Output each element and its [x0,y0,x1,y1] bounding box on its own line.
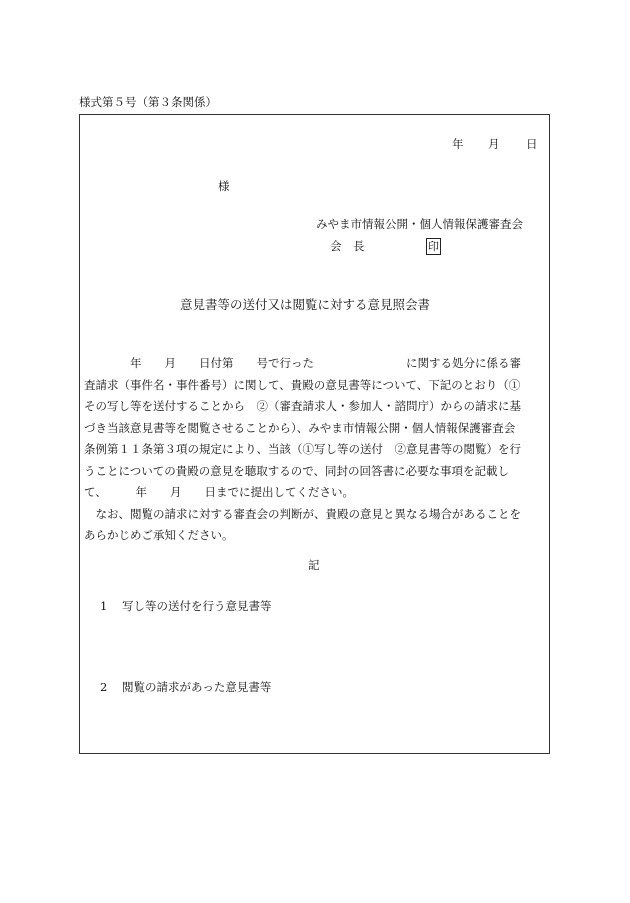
body-line: その写し等を送付することから ②（審査請求人・参加人・諮問庁）からの請求に基 [84,399,521,413]
seal-mark: 印 [428,240,439,253]
body-line: 条例第１１条第３項の規定により、当該（①写し等の送付 ②意見書等の閲覧）を行 [84,442,521,456]
date-day-label: 日 [526,137,538,151]
committee-name: みやま市情報公開・個人情報保護審査会 [316,217,523,231]
item-number: 1 [100,599,108,613]
item-label: 写し等の送付を行う意見書等 [122,599,272,613]
list-item [100,682,271,694]
ki-heading: 記 [308,558,320,572]
document-title: 意見書等の送付又は閲覧に対する意見照会書 [180,297,431,312]
form-number: 様式第５号（第３条関係） [79,95,217,109]
date-year-label: 年 [452,137,464,151]
item-number: 2 [100,680,108,694]
body-line: て、 年 月 日までに提出してください。 [84,485,355,499]
list-item [100,601,272,613]
body-line: うことについての貴殿の意見を聴取するので、同封の回答書に必要な事項を記載し [84,464,510,478]
item-label: 閲覧の請求があった意見書等 [122,680,272,694]
body-line: づき当該意見書等を閲覧させることから）、みやま市情報公開・個人情報保護審査会 [84,421,516,435]
addressee-suffix: 様 [218,179,230,193]
chair-title: 会 長 [330,239,365,253]
body-line: 査請求（事件名・事件番号）に関して、貴殿の意見書等について、下記のとおり（① [84,378,521,392]
body-line: なお、閲覧の請求に対する審査会の判断が、貴殿の意見と異なる場合があることを [84,507,521,521]
date-month-label: 月 [488,137,500,151]
body-line: 年 月 日付第 号で行った に関する処分に係る審 [84,356,521,370]
body-line: あらかじめご承知ください。 [84,528,234,542]
